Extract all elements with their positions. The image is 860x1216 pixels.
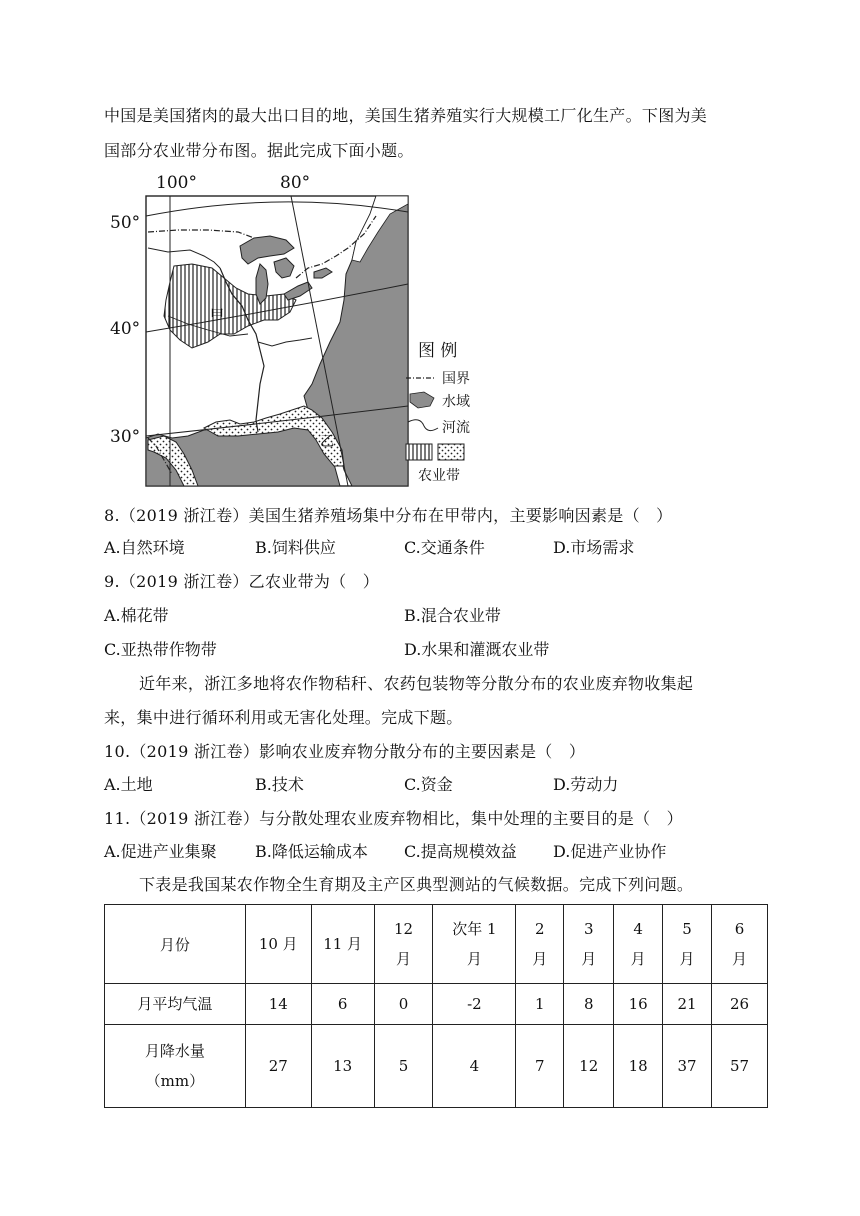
table-row	[105, 1025, 768, 1108]
table-cell: 8	[564, 984, 614, 1025]
q9-stem: 9.（2019 浙江卷）乙农业带为（ ）	[104, 572, 380, 591]
header-month: 月	[732, 950, 748, 968]
legend-border: 国界	[442, 371, 470, 387]
q10-option-d: D.劳动力	[553, 775, 619, 794]
header-month: 4	[633, 920, 643, 938]
table-cell: 57	[712, 1025, 768, 1108]
q8-stem: 8.（2019 浙江卷）美国生猪养殖场集中分布在甲带内，主要影响因素是（ ）	[104, 506, 673, 525]
header-month-cell	[614, 905, 663, 984]
header-month: 月	[396, 950, 412, 968]
legend-river: 河流	[442, 420, 470, 436]
intro1-line2: 国部分农业带分布图。据此完成下面小题。	[104, 141, 414, 160]
q11-option-b: B.降低运输成本	[255, 842, 368, 861]
header-label-cell	[105, 905, 246, 984]
header-month-cell	[516, 905, 564, 984]
header-month: 10 月	[258, 935, 298, 953]
table-cell: 21	[663, 984, 712, 1025]
legend-belt: 农业带	[418, 468, 460, 484]
header-month: 6	[734, 920, 745, 938]
table-cell: 0	[374, 984, 433, 1025]
table-cell: 27	[245, 1025, 311, 1108]
q11-option-d: D.促进产业协作	[553, 842, 667, 861]
lake-michigan	[256, 264, 268, 304]
row-label-unit: （mm）	[145, 1072, 205, 1090]
table-header-row	[105, 905, 768, 984]
q11-option-c: C.提高规模效益	[404, 842, 517, 861]
legend-belt-jia-symbol	[406, 444, 432, 460]
table-cell: 14	[245, 984, 311, 1025]
header-month-cell	[564, 905, 614, 984]
q11-stem: 11.（2019 浙江卷）与分散处理农业废弃物相比，集中处理的主要目的是（ ）	[104, 809, 683, 828]
header-month: 3	[583, 920, 594, 938]
q11-option-a: A.促进产业集聚	[104, 842, 217, 861]
header-label: 月份	[159, 935, 190, 954]
intro1-line1: 中国是美国猪肉的最大出口目的地，美国生猪养殖实行大规模工厂化生产。下图为美	[104, 106, 708, 125]
table-cell: 13	[311, 1025, 374, 1108]
q8-option-b: B.饲料供应	[255, 538, 336, 557]
q8-option-c: C.交通条件	[404, 538, 485, 557]
legend-belt-yi-symbol	[438, 444, 464, 460]
table-row	[105, 984, 768, 1025]
q8-option-d: D.市场需求	[553, 538, 635, 557]
lon-label-80: 80°	[280, 173, 311, 193]
lon-label-100: 100°	[156, 173, 197, 193]
q9-option-b: B.混合农业带	[404, 606, 501, 625]
row-label: 月降水量	[144, 1042, 205, 1060]
header-month: 月	[581, 950, 597, 968]
q10-option-c: C.资金	[404, 775, 453, 794]
belt-label-jia: 甲	[210, 308, 224, 324]
header-month-cell	[663, 905, 712, 984]
lat-label-30: 30°	[110, 427, 141, 447]
q9-option-d: D.水果和灌溉农业带	[404, 640, 550, 659]
header-month-cell	[712, 905, 768, 984]
legend-title: 图 例	[418, 341, 458, 361]
header-month: 12	[393, 920, 414, 938]
q8-option-a: A.自然环境	[104, 538, 185, 557]
table-cell: -2	[433, 984, 516, 1025]
header-month-cell	[374, 905, 433, 984]
agriculture-belt-map	[108, 170, 488, 490]
legend-water-symbol	[410, 392, 434, 408]
legend-water: 水域	[442, 394, 470, 410]
climate-table	[104, 904, 768, 1108]
intro2-line1: 近年来，浙江多地将农作物秸秆、农药包装物等分散分布的农业废弃物收集起	[139, 674, 694, 693]
table-cell: 6	[311, 984, 374, 1025]
q10-option-b: B.技术	[255, 775, 304, 794]
q9-option-a: A.棉花带	[104, 606, 169, 625]
table-cell: 12	[564, 1025, 614, 1108]
intro3: 下表是我国某农作物全生育期及主产区典型测站的气候数据。完成下列问题。	[139, 875, 694, 894]
table-cell: 1	[516, 984, 564, 1025]
legend-river-symbol	[408, 420, 438, 431]
table-cell: 7	[516, 1025, 564, 1108]
lat-label-50: 50°	[110, 213, 141, 233]
q10-stem: 10.（2019 浙江卷）影响农业废弃物分散分布的主要因素是（ ）	[104, 742, 586, 761]
row-label: 月平均气温	[137, 995, 213, 1013]
table-cell: 18	[614, 1025, 663, 1108]
row-label-cell	[105, 984, 246, 1025]
table-cell: 26	[712, 984, 768, 1025]
q10-option-a: A.土地	[104, 775, 153, 794]
intro2-line2: 来，集中进行循环利用或无害化处理。完成下题。	[104, 708, 463, 727]
belt-label-yi: 乙	[320, 434, 334, 450]
table-cell: 37	[663, 1025, 712, 1108]
header-month-cell	[433, 905, 516, 984]
header-month-cell	[311, 905, 374, 984]
header-month: 次年 1	[452, 920, 497, 938]
header-month: 月	[532, 950, 548, 968]
header-month: 月	[679, 950, 695, 968]
header-month: 5	[682, 920, 692, 938]
header-month: 2	[535, 920, 545, 938]
table-cell: 4	[433, 1025, 516, 1108]
row-label-cell	[105, 1025, 246, 1108]
header-month-cell	[245, 905, 311, 984]
lat-label-40: 40°	[110, 319, 141, 339]
table-cell: 16	[614, 984, 663, 1025]
header-month: 月	[466, 950, 482, 968]
header-month: 11 月	[323, 935, 363, 953]
table-cell: 5	[374, 1025, 433, 1108]
header-month: 月	[630, 950, 646, 968]
q9-option-c: C.亚热带作物带	[104, 640, 217, 659]
